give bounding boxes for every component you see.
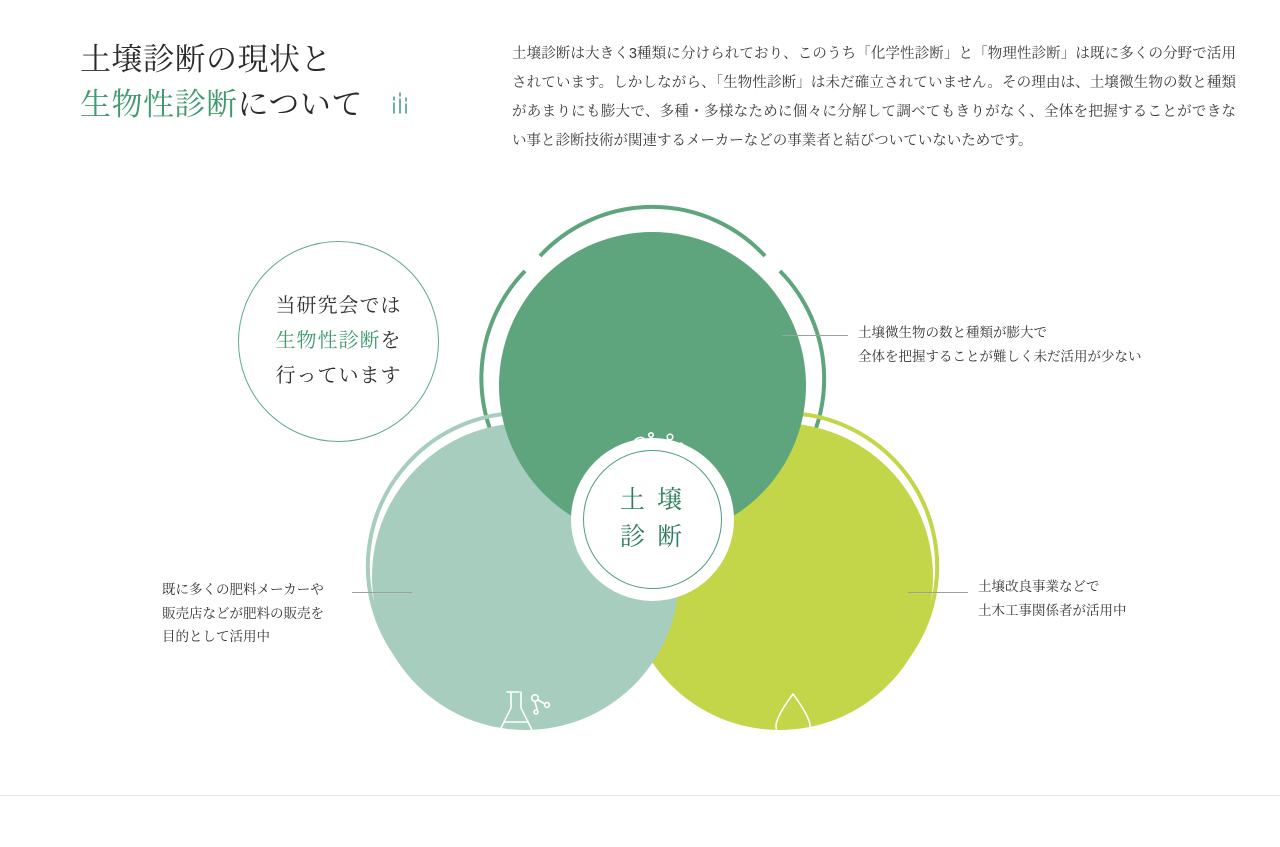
- leader-line-biological: [782, 335, 848, 336]
- label-physical-name: 物理性診断: [620, 757, 940, 784]
- callout-chemical-line2: 販売店などが肥料の販売を: [162, 602, 347, 626]
- page-title: [80, 38, 480, 128]
- label-physical-desc-2: 保水力などを調べる: [620, 823, 940, 847]
- center-ring: [583, 450, 722, 589]
- callout-chemical-line1: 既に多くの肥料メーカーや: [162, 578, 347, 602]
- study-group-line2: [276, 324, 402, 359]
- callout-physical-line2: 土木工事関係者が活用中: [978, 599, 1238, 623]
- leader-line-physical: [908, 592, 968, 593]
- study-group-line3: 行っています: [276, 359, 402, 394]
- label-chemical-desc-1: 肥料養分の過不足、塩基: [366, 798, 686, 823]
- label-physical-desc-1: 土の硬さ、: [620, 798, 940, 823]
- study-group-line1: 当研究会では: [276, 289, 402, 324]
- callout-biological-line1: 土壌微生物の数と種類が膨大で: [858, 321, 1188, 345]
- footer-divider: [0, 795, 1280, 796]
- center-soil-diagnosis: [571, 438, 734, 601]
- study-group-circle: [238, 241, 439, 442]
- center-label-line2: 診 断: [620, 520, 685, 556]
- label-chemical-desc-2: バランスなどを調べる: [366, 823, 686, 847]
- water-drop-icon: [770, 690, 816, 751]
- callout-biological: [858, 321, 1188, 368]
- page-title-line2: [80, 83, 480, 128]
- leader-line-chemical: [352, 592, 412, 593]
- callout-physical: [978, 575, 1238, 622]
- label-physical-diagnosis: [620, 757, 940, 847]
- study-group-line2-suffix: を: [381, 330, 402, 352]
- callout-chemical-line3: 目的として活用中: [162, 625, 347, 649]
- page-title-line1: 土壌診断の現状と: [80, 42, 332, 77]
- sprout-icon: [385, 83, 415, 128]
- study-group-accent: 生物性診断: [276, 330, 381, 352]
- study-group-text: [276, 289, 402, 394]
- page-title-suffix: について: [238, 87, 363, 122]
- flask-icon: [489, 688, 561, 747]
- callout-biological-line2: 全体を把握することが難しく未だ活用が少ない: [858, 345, 1188, 369]
- venn-diagram: [0, 180, 1280, 780]
- center-label: [620, 483, 685, 556]
- intro-paragraph: 土壌診断は大きく3種類に分けられており、このうち「化学性診断」と「物理性診断」は既に多くの分野で活用されています。しかしながら、「生物性診断」は未だ確立されていません。その理由は、土壌微生物の数と種類があまりにも膨大で、多種・多様なために個々に分解して調べてもきりがなく、全体を把握することができない事と診断技術が関連するメーカーなどの事業者と結びついていないためです。: [512, 40, 1236, 156]
- callout-chemical: [162, 578, 347, 649]
- callout-physical-line1: 土壌改良事業などで: [978, 575, 1238, 599]
- page-title-accent: 生物性診断: [80, 87, 238, 122]
- center-label-line1: 土 壌: [620, 483, 685, 519]
- label-chemical-name: 化学性診断: [366, 757, 686, 784]
